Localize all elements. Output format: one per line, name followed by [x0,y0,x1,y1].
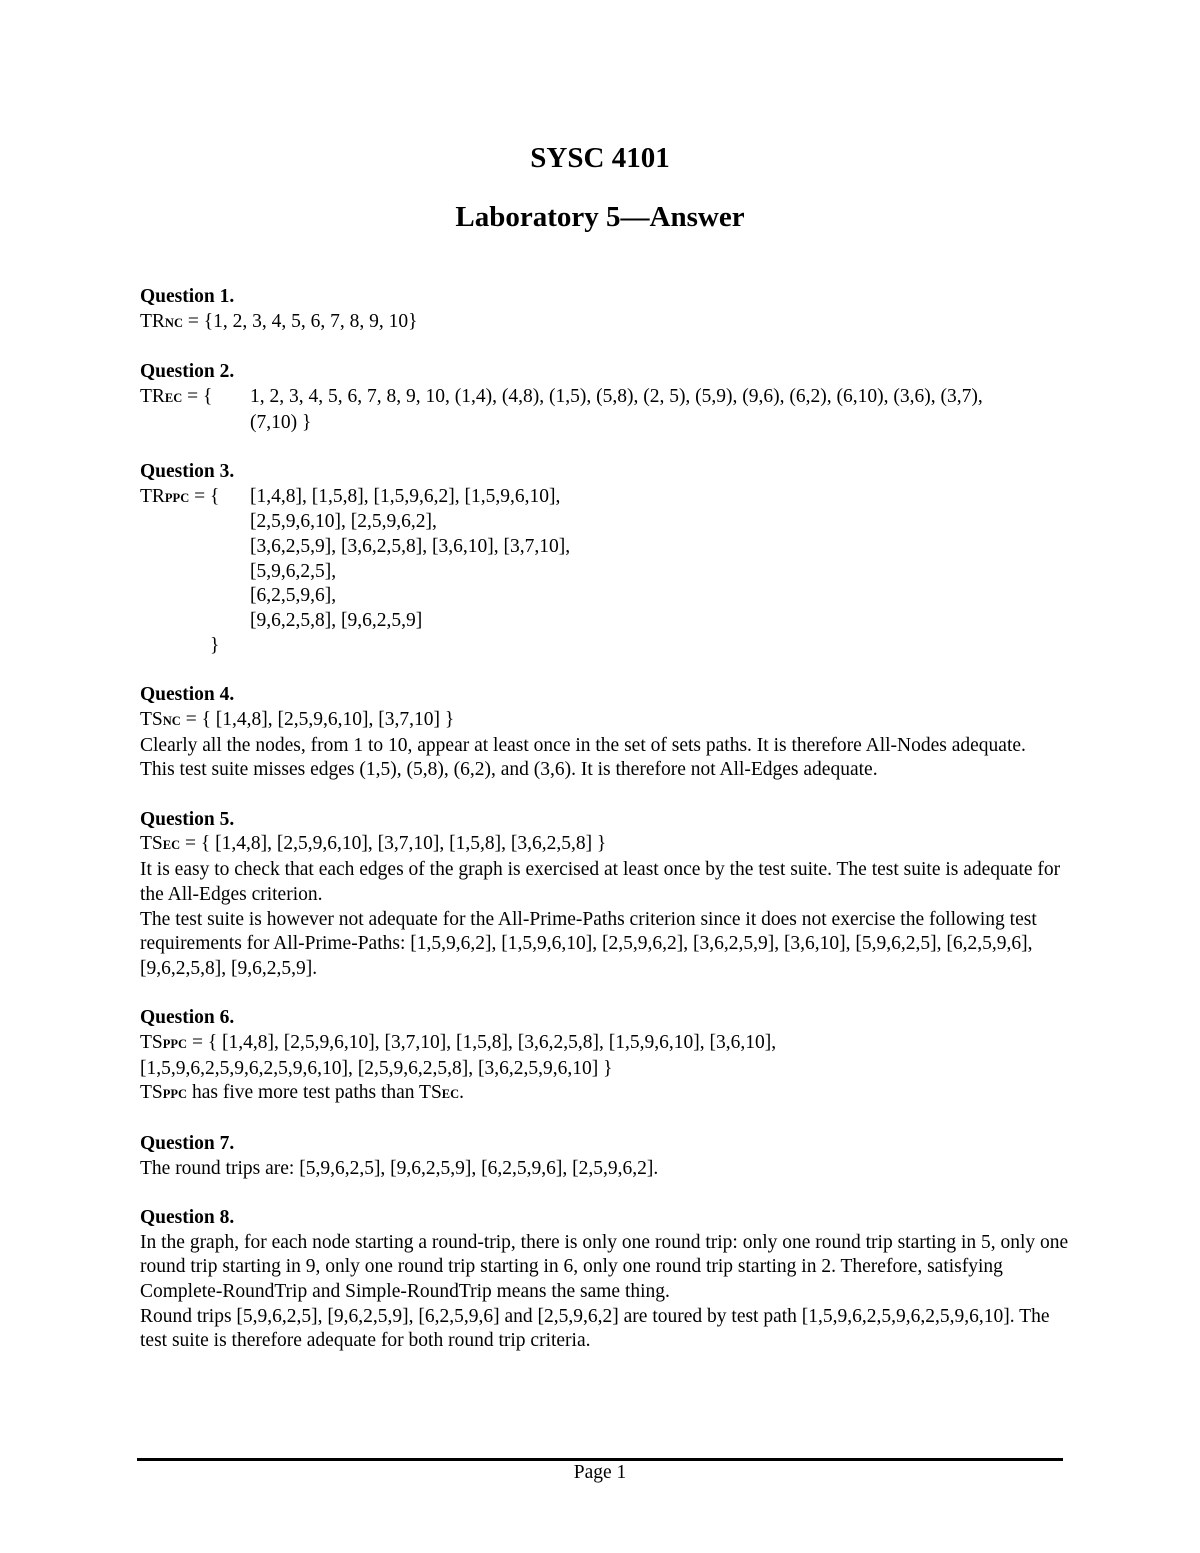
question-6: Question 6. TSPPC = { [1,4,8], [2,5,9,6,10], [3,7,10], [1,5,8], [3,6,2,5,8], [1,5,9,6,10], [3,6,10], [1,5,9,6,2,5,9,6,2,5,9,6,10], [2,5,9,6,2,5,8], [3,6,2,5,9,6,10] } TSPPC has five more test paths than TSEC. [140,1006,1070,1107]
paragraph: This test suite misses edges (1,5), (5,8), (6,2), and (3,6). It is therefore not All-Edges adequate. [140,759,878,781]
question-3: Question 3. TRPPC = { [1,4,8], [1,5,8], [1,5,9,6,2], [1,5,9,6,10], [2,5,9,6,10], [2,5,9,6,2], [3,6,2,5,9], [3,6,2,5,8], [3,6,10], [3,7,10], [5,9,6,2,5], [6,2,5,9,6], [9,6,2,5,8], [9,6,2,5,9] } [140,460,1070,659]
question-2: Question 2. TREC = { 1, 2, 3, 4, 5, 6, 7, 8, 9, 10, (1,4), (4,8), (1,5), (5,8), (2, 5), (5,9), (9,6), (6,2), (6,10), (3,6), (3,7), (7,10) } [140,360,1070,435]
subscript: EC [162,838,181,853]
test-suite: = { [1,4,8], [2,5,9,6,10], [3,7,10] } [180,708,455,730]
question-1 [140,285,1070,335]
tr-symbol: TR [140,310,165,332]
requirement-set: = {1, 2, 3, 4, 5, 6, 7, 8, 9, 10} [182,310,418,332]
test-suite: = { [1,4,8], [2,5,9,6,10], [3,7,10], [1,5,8], [3,6,2,5,8], [1,5,9,6,10], [3,6,10], [187,1032,777,1054]
ts-symbol: TS [140,833,163,855]
subscript: NC [164,315,183,330]
footer-divider [137,1458,1063,1461]
question-8 [140,1206,1070,1354]
path-list-line: [9,6,2,5,8], [9,6,2,5,9] [250,610,423,632]
test-suite-cont: [1,5,9,6,2,5,9,6,2,5,9,6,10], [2,5,9,6,2,5,8], [3,6,2,5,9,6,10] } [140,1057,613,1079]
paragraph: It is easy to check that each edges of the graph is exercised at least once by the test suite. The test suite is adequate for the All-Edges criterion. [140,859,1061,905]
ts-symbol: TS [140,1082,163,1104]
paragraph: The test suite is however not adequate for the All-Prime-Paths criterion since it does not exercise the following test requirements for All-Prime-Paths: [1,5,9,6,2], [1,5,9,6,10], [2,5,9,6,2], [3,6,2,5,9], [3,6,10], [5,9,6,2,5], [6,2,5,9,6], [9,6,2,5,8], [9,6,2,5,9]. [140,908,1037,979]
paragraph: Clearly all the nodes, from 1 to 10, appear at least once in the set of sets paths. It is therefore All-Nodes adequate. [140,734,1026,756]
tr-symbol: TR [140,385,165,407]
answer-body [140,285,1070,1379]
requirement-set-cont: (7,10) } [250,411,312,433]
question-heading: Question 4. [140,684,235,706]
subscript: EC [164,390,183,405]
question-7 [140,1132,1070,1181]
subscript: PPC [162,1037,188,1052]
question-heading: Question 2. [140,361,235,383]
question-heading: Question 1. [140,286,235,307]
requirement-set: 1, 2, 3, 4, 5, 6, 7, 8, 9, 10, (1,4), (4,8), (1,5), (5,8), (2, 5), (5,9), (9,6), (6,2), (6,10), (3,6), (3,7), [250,385,983,407]
path-list-line: [5,9,6,2,5], [250,560,337,582]
paragraph: The round trips are: [5,9,6,2,5], [9,6,2,5,9], [6,2,5,9,6], [2,5,9,6,2]. [140,1157,659,1179]
question-heading: Question 7. [140,1132,235,1154]
course-title: SYSC 4101 [530,142,670,174]
path-list-line: [3,6,2,5,9], [3,6,2,5,8], [3,6,10], [3,7,10], [250,536,571,557]
lab-title: Laboratory 5—Answer [455,201,745,233]
paragraph: Round trips [5,9,6,2,5], [9,6,2,5,9], [6,2,5,9,6] and [2,5,9,6,2] are toured by test path [1,5,9,6,2,5,9,6,2,5,9,6,10]. The test suite is therefore adequate for both round trip criteria. [140,1305,1050,1352]
question-heading: Question 6. [140,1007,235,1029]
subscript: PPC [164,490,190,505]
paragraph: In the graph, for each node starting a round-trip, there is only one round trip: only one round trip starting in 5, only one round trip starting in 9, only one round trip starting in 6, only one round trip starting in 2. Therefore, satisfying Complete-RoundTrip and Simple-RoundTrip means the same thing. [140,1231,1069,1303]
question-4 [140,683,1070,783]
path-list-line: [2,5,9,6,10], [2,5,9,6,2], [250,511,437,533]
subscript: EC [441,1087,460,1102]
closing-brace: } [210,634,220,656]
question-heading: Question 5. [140,808,235,830]
ts-symbol: TS [140,1032,163,1054]
tr-symbol: TR [140,485,165,507]
subscript: NC [162,713,181,728]
page-number: Page 1 [573,1462,627,1483]
ts-symbol: TS [140,708,163,730]
question-heading: Question 3. [140,460,235,482]
subscript: PPC [162,1087,188,1102]
path-list-line: [6,2,5,9,6], [250,585,337,607]
path-list-line: [1,4,8], [1,5,8], [1,5,9,6,2], [1,5,9,6,10], [250,485,561,507]
question-heading: Question 8. [140,1206,235,1228]
question-5 [140,808,1070,982]
test-suite: = { [1,4,8], [2,5,9,6,10], [3,7,10], [1,5,8], [3,6,2,5,8] } [180,833,607,855]
